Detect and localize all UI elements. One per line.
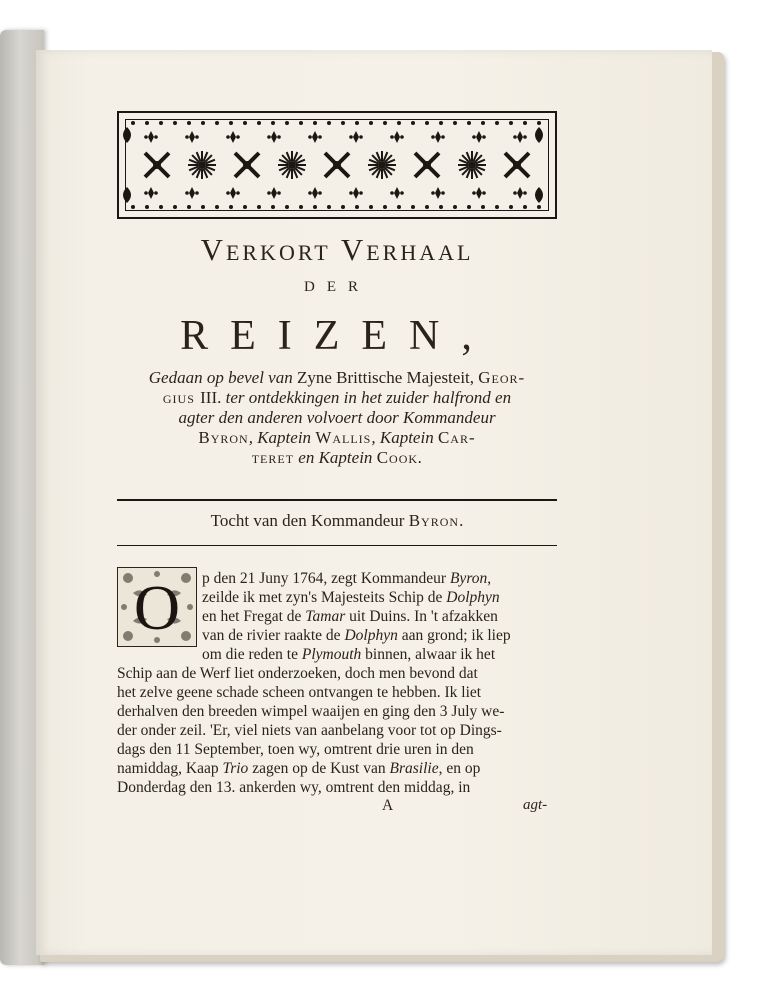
body-text: zeilde ik met zyn's Majesteits Schip de: [202, 589, 447, 606]
fleur-icon: [267, 191, 271, 195]
cross-motif-icon: [333, 161, 341, 169]
fleur-icon: [394, 131, 400, 143]
border-bead: [131, 205, 135, 209]
fleur-icon: [226, 191, 230, 195]
name-byron: Byron: [198, 428, 249, 447]
name-wallis: Wallis: [315, 428, 372, 447]
border-bead: [369, 205, 373, 209]
fleur-icon: [236, 191, 240, 195]
border-bead: [257, 205, 261, 209]
title-reizen: REIZEN,: [180, 313, 494, 359]
fleur-icon: [400, 191, 404, 195]
fleur-icon: [226, 135, 230, 139]
border-bead: [327, 205, 331, 209]
subtitle-line-2: [117, 388, 557, 408]
body-line-10: dags den 11 September, toen wy, omtrent drie uren in den: [117, 741, 474, 758]
fleur-icon: [195, 191, 199, 195]
border-bead: [467, 205, 471, 209]
fleur-icon: [435, 131, 441, 143]
border-bead: [243, 205, 247, 209]
body-ship-dolphyn: Dolphyn: [344, 627, 398, 644]
fleur-icon: [230, 187, 236, 199]
body-place-brasilie: Brasilie: [389, 760, 439, 777]
body-text: binnen, alwaar ik het: [361, 646, 496, 663]
subtitle-line-1: [117, 368, 557, 388]
border-bead: [453, 205, 457, 209]
fleur-icon: [517, 131, 523, 143]
body-text: namiddag, Kaap: [117, 760, 223, 777]
fleur-icon: [185, 191, 189, 195]
border-bead: [397, 205, 401, 209]
border-bead: [425, 205, 429, 209]
body-line-11: [117, 760, 480, 778]
body-ship-dolphyn: Dolphyn: [446, 589, 500, 606]
subtitle-line-4: [117, 428, 557, 448]
fleur-icon: [513, 135, 517, 139]
body-line-6: Schip aan de Werf liet onderzoeken, doch men bevond dat: [117, 665, 478, 682]
body-text: uit Duins. In 't afzakken: [345, 608, 498, 625]
subtitle: [117, 368, 557, 468]
section-heading-name: Byron: [408, 511, 460, 530]
fleur-icon: [267, 135, 271, 139]
title-der: DER: [304, 279, 370, 295]
border-bead: [523, 205, 527, 209]
fleur-icon: [513, 191, 517, 195]
border-bead: [299, 205, 303, 209]
body-name-byron: Byron: [449, 570, 488, 587]
body-text: aan grond; ik liep: [397, 627, 511, 644]
subtitle-text: ter ontdekkingen in het zuider halfrond en: [225, 388, 512, 407]
rule-top: [117, 499, 557, 501]
fleur-icon: [230, 131, 236, 143]
fleur-icon: [312, 131, 318, 143]
border-bead: [439, 121, 443, 125]
subtitle-text: , Kaptein: [248, 428, 316, 447]
section-heading-period: .: [459, 511, 464, 530]
border-bead: [341, 121, 345, 125]
border-bead: [187, 205, 191, 209]
border-bead: [411, 205, 415, 209]
fleur-icon: [523, 135, 527, 139]
border-bead: [299, 121, 303, 125]
fleur-icon: [359, 191, 363, 195]
body-text: p den 21 Juny 1764, zegt Kommandeur: [202, 570, 450, 587]
fleur-icon: [154, 135, 158, 139]
decorative-headpiece: [117, 111, 557, 219]
subtitle-majesty: Zyne Brittische Majesteit,: [296, 368, 479, 387]
fleur-icon: [476, 131, 482, 143]
fleur-icon: [472, 191, 476, 195]
body-text: , en op: [438, 760, 481, 777]
corner-flourish-icon: [535, 127, 543, 143]
body-place-plymouth: Plymouth: [301, 646, 362, 663]
fleur-icon: [154, 191, 158, 195]
border-bead: [271, 121, 275, 125]
sunburst-motif-icon: [378, 161, 386, 169]
border-bead: [327, 121, 331, 125]
sunburst-motif-icon: [468, 161, 476, 169]
section-heading: [117, 511, 557, 531]
fleur-icon: [523, 191, 527, 195]
cross-motif-icon: [243, 161, 251, 169]
border-bead: [145, 205, 149, 209]
border-bead: [383, 121, 387, 125]
border-bead: [495, 205, 499, 209]
section-heading-text: Tocht van den Kommandeur: [210, 511, 409, 530]
border-bead: [481, 205, 485, 209]
fleur-icon: [148, 131, 154, 143]
fleur-icon: [517, 187, 523, 199]
fleur-icon: [431, 191, 435, 195]
fleur-icon: [318, 135, 322, 139]
border-bead: [313, 205, 317, 209]
fleur-icon: [318, 191, 322, 195]
border-bead: [173, 121, 177, 125]
fleur-icon: [189, 187, 195, 199]
border-bead: [285, 121, 289, 125]
fleur-icon: [312, 187, 318, 199]
fleur-icon: [349, 191, 353, 195]
border-bead: [229, 121, 233, 125]
border-bead: [201, 205, 205, 209]
body-text: ,: [487, 570, 492, 587]
body-ship-tamar: Tamar: [305, 608, 346, 625]
border-bead: [243, 121, 247, 125]
border-bead: [453, 121, 457, 125]
fleur-icon: [277, 135, 281, 139]
sunburst-motif-icon: [288, 161, 296, 169]
fleur-icon: [482, 135, 486, 139]
fleur-icon: [431, 135, 435, 139]
body-text: en het Fregat de: [202, 608, 306, 625]
subtitle-text: Gedaan op bevel van: [148, 368, 297, 387]
fleur-icon: [236, 135, 240, 139]
corner-flourish-icon: [123, 187, 131, 203]
border-bead: [131, 121, 135, 125]
border-bead: [271, 205, 275, 209]
fleur-icon: [482, 191, 486, 195]
border-bead: [215, 121, 219, 125]
fleur-icon: [441, 191, 445, 195]
border-bead: [355, 121, 359, 125]
subtitle-line-5: [117, 448, 557, 468]
border-bead: [369, 121, 373, 125]
fleur-icon: [394, 187, 400, 199]
border-bead: [187, 121, 191, 125]
border-bead: [201, 121, 205, 125]
subtitle-line-3: agter den anderen volvoert door Kommandeur: [178, 408, 496, 427]
border-bead: [159, 121, 163, 125]
fleur-icon: [144, 191, 148, 195]
rule-bottom: [117, 545, 557, 546]
border-bead: [285, 205, 289, 209]
cross-motif-icon: [423, 161, 431, 169]
body-line-5: [202, 646, 495, 664]
corner-flourish-icon: [535, 187, 543, 203]
body-text: zagen op de Kust van: [248, 760, 390, 777]
sunburst-motif-icon: [198, 161, 206, 169]
fleur-icon: [185, 135, 189, 139]
border-bead: [355, 205, 359, 209]
border-bead: [411, 121, 415, 125]
dropcap-letter: O: [133, 572, 181, 643]
border-bead: [397, 121, 401, 125]
fleur-icon: [144, 135, 148, 139]
signature-mark: A: [382, 797, 394, 814]
subtitle-period: .: [418, 448, 423, 467]
catchword: agt-: [523, 797, 548, 813]
border-bead: [481, 121, 485, 125]
title-verkort-verhaal: Verkort Verhaal: [200, 232, 474, 267]
fleur-icon: [308, 191, 312, 195]
border-bead: [509, 121, 513, 125]
border-bead: [509, 205, 513, 209]
border-bead: [523, 121, 527, 125]
body-text: van de rivier raakte de: [202, 627, 345, 644]
border-bead: [159, 205, 163, 209]
name-carteret-part2: teret: [251, 448, 295, 467]
fleur-icon: [441, 135, 445, 139]
fleur-icon: [353, 187, 359, 199]
fleur-icon: [195, 135, 199, 139]
border-bead: [215, 205, 219, 209]
fleur-icon: [390, 191, 394, 195]
subtitle-gius: gius: [162, 388, 201, 407]
body-line-8: derhalven den breeden wimpel waaijen en ging den 3 July we-: [117, 703, 505, 720]
fleur-icon: [349, 135, 353, 139]
fleur-icon: [476, 187, 482, 199]
body-line-12: Donderdag den 13. ankerden wy, omtrent den middag, in: [117, 779, 471, 796]
fleur-icon: [472, 135, 476, 139]
border-bead: [467, 121, 471, 125]
body-place-trio: Trio: [222, 760, 249, 777]
corner-flourish-icon: [123, 127, 131, 143]
fleur-icon: [148, 187, 154, 199]
border-bead: [537, 121, 541, 125]
body-line-3: [202, 608, 498, 626]
border-bead: [229, 205, 233, 209]
border-bead: [341, 205, 345, 209]
subtitle-text: , Kaptein: [371, 428, 438, 447]
border-bead: [537, 205, 541, 209]
body-line-7: het zelve geene schade scheen ontvangen te hebben. Ik liet: [117, 684, 482, 701]
name-cook: Cook: [376, 448, 419, 467]
border-bead: [173, 205, 177, 209]
subtitle-iii: III.: [200, 388, 226, 407]
fleur-icon: [435, 187, 441, 199]
fleur-icon: [353, 131, 359, 143]
fleur-icon: [400, 135, 404, 139]
border-bead: [313, 121, 317, 125]
cross-motif-icon: [513, 161, 521, 169]
dropcap-ornament: [117, 567, 197, 647]
fleur-icon: [277, 191, 281, 195]
fleur-icon: [308, 135, 312, 139]
body-text: om die reden te: [202, 646, 302, 663]
border-bead: [383, 205, 387, 209]
body-line-9: der onder zeil. 'Er, viel niets van aanbelang voor tot op Dings-: [117, 722, 502, 739]
fleur-icon: [390, 135, 394, 139]
name-carteret-part1: Car-: [437, 428, 476, 447]
border-bead: [495, 121, 499, 125]
border-bead: [257, 121, 261, 125]
fleur-icon: [271, 131, 277, 143]
body-line-1: [202, 570, 491, 588]
body-line-2: [202, 589, 500, 607]
cross-motif-icon: [153, 161, 161, 169]
subtitle-text: en Kaptein: [294, 448, 377, 467]
headpiece-ornaments: [119, 113, 555, 217]
border-bead: [145, 121, 149, 125]
body-line-4: [202, 627, 511, 645]
border-bead: [439, 205, 443, 209]
border-bead: [425, 121, 429, 125]
fleur-icon: [271, 187, 277, 199]
fleur-icon: [359, 135, 363, 139]
fleur-icon: [189, 131, 195, 143]
subtitle-georgius: Geor-: [478, 368, 526, 387]
